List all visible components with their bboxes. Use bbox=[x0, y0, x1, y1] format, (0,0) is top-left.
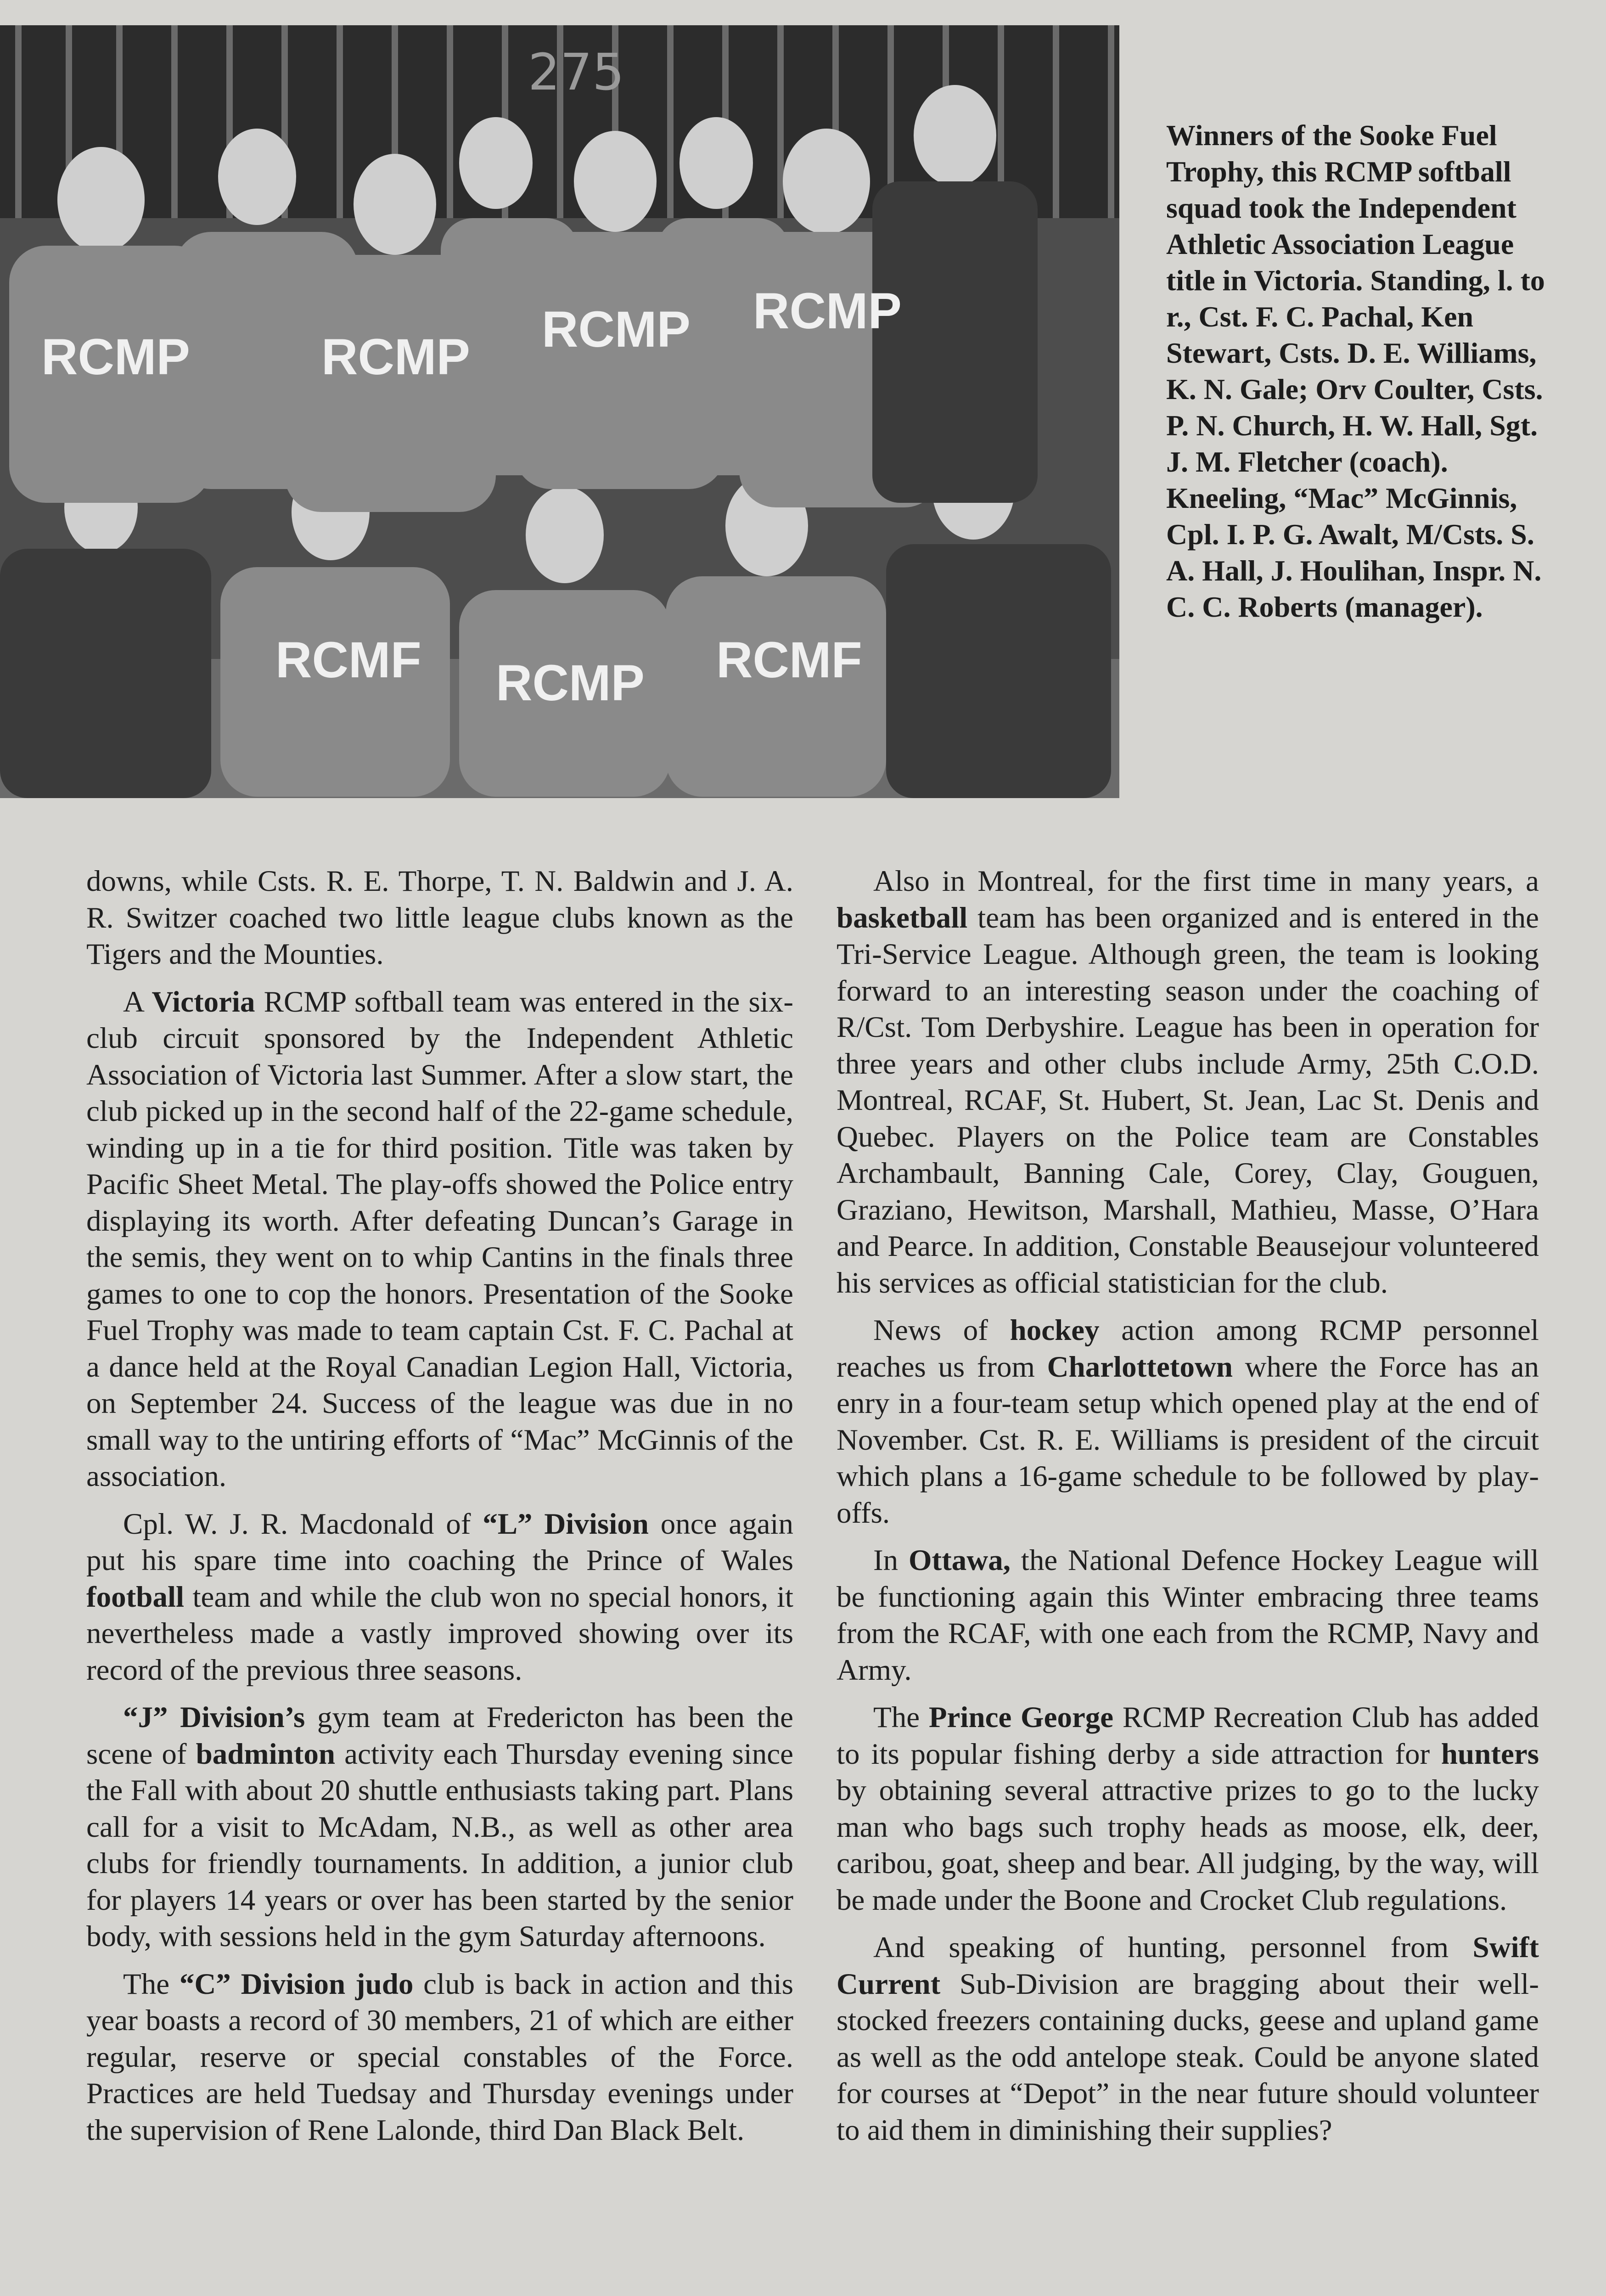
right-p4-text-e: by obtaining several attractive prizes to go to the lucky man who bags such trophy heads as moose, elk, deer, caribou, goat, sheep and bear. All judging, by the way, will be made under the Boone and Crocket Club regulations. bbox=[837, 1774, 1539, 1917]
left-p5-text-c: club is back in action and this year boasts a record of 30 members, 21 of which are either regular, reserve or special constables of the Force. Practices are held Tuedsay and Thursday evenings under the supervision of Rene Lalonde, third Dan Black Belt. bbox=[86, 1967, 793, 2147]
right-column bbox=[837, 863, 1539, 2160]
photo-caption: Winners of the Sooke Fuel Trophy, this RCMP softball squad took the Independent Athletic Association League title in Victoria. Standing, l. to r., Cst. F. C. Pachal, Ken Stewart, Csts. D. E. Williams, K. N. Gale; Orv Coulter, Csts. P. N. Church, H. W. Hall, Sgt. J. M. Fletcher (coach). Kneeling, “Mac” McGinnis, Cpl. I. P. G. Awalt, M/Csts. S. A. Hall, J. Houlihan, Inspr. N. C. C. Roberts (manager). bbox=[1166, 119, 1545, 623]
right-paragraph-3 bbox=[837, 1542, 1539, 1688]
left-p1-text: downs, while Csts. R. E. Thorpe, T. N. Baldwin and J. A. R. Switzer coached two little league clubs known as the Tigers and the Mounties. bbox=[86, 865, 793, 971]
left-p3-text-c: once again put his spare time into coaching the Prince of Wales bbox=[86, 1507, 793, 1577]
right-p1-bold-basketball: basketball bbox=[837, 901, 968, 934]
left-p3-bold-l-division: “L” Division bbox=[483, 1507, 649, 1541]
handwritten-mark: 275 bbox=[528, 43, 624, 101]
left-p4-text-d: activity each Thursday evening since the Fall with about 20 shuttle enthusiasts taking part. Plans call for a visit to McAdam, N.B., as well as other area clubs for friendly tournaments. In addition, a junior club for players 14 years or over has been started by the senior body, with sessions held in the gym Saturday afternoons. bbox=[86, 1737, 794, 1953]
left-p4-text-b: gym team at Fredericton has been the scene of bbox=[86, 1701, 793, 1771]
left-p5-bold-c-division-judo: “C” Division judo bbox=[179, 1967, 414, 2001]
right-p2-bold-charlottetown: Charlottetown bbox=[1047, 1350, 1233, 1384]
left-column bbox=[86, 863, 793, 2160]
right-paragraph-5 bbox=[837, 1930, 1539, 2149]
right-p5-text-c: Sub-Division are bragging about their well-stocked freezers containing ducks, geese and upland game as well as the odd antelope steak. Could be anyone slated for courses at “Depot” in the near future should volunteer to aid them in diminishing their supplies? bbox=[837, 1967, 1539, 2147]
left-paragraph-1 bbox=[86, 863, 793, 973]
svg-text:RCMP: RCMP bbox=[753, 283, 902, 339]
right-p2-bold-hockey: hockey bbox=[1010, 1314, 1100, 1347]
svg-text:RCMP: RCMP bbox=[496, 655, 645, 711]
left-paragraph-5 bbox=[86, 1966, 793, 2149]
right-p3-bold-ottawa: Ottawa, bbox=[908, 1544, 1011, 1577]
svg-text:RCMF: RCMF bbox=[275, 632, 421, 688]
left-p4-bold-badminton: badminton bbox=[196, 1737, 336, 1771]
right-p3-text-c: the National Defence Hockey League will be functioning again this Winter embracing three teams from the RCAF, with one each from the RCMP, Navy and Army. bbox=[837, 1544, 1539, 1687]
team-photo-image bbox=[0, 25, 1119, 798]
svg-text:RCMP: RCMP bbox=[321, 329, 470, 385]
left-paragraph-3 bbox=[86, 1506, 793, 1689]
svg-text:RCMP: RCMP bbox=[41, 329, 190, 385]
right-p2-text-c: action among RCMP personnel reaches us from bbox=[837, 1314, 1539, 1384]
right-p2-text-a: News of bbox=[873, 1314, 1010, 1347]
right-p1-text-a: Also in Montreal, for the first time in many years, a bbox=[873, 865, 1539, 898]
right-p4-text-a: The bbox=[873, 1701, 929, 1734]
left-p5-text-a: The bbox=[123, 1967, 180, 2001]
left-p2-text-a: A bbox=[123, 985, 152, 1019]
right-p4-bold-prince-george: Prince George bbox=[928, 1701, 1114, 1734]
left-p2-bold-victoria: Victoria bbox=[152, 985, 255, 1019]
left-p2-text-c: RCMP softball team was entered in the six-club circuit sponsored by the Independent Athletic Association of Victoria last Summer. After a slow start, the club picked up in the second half of the 22-game schedule, winding up in a tie for third position. Title was taken by Pacific Sheet Metal. The play-offs showed the Police entry displaying its worth. After defeating Duncan’s Garage in the semis, they went on to whip Cantins in the finals three games to one to cop the honors. Presentation of the Sooke Fuel Trophy was made to team captain Cst. F. C. Pachal at a dance held at the Royal Canadian Legion Hall, Victoria, on September 24. Success of the league was due in no small way to the untiring efforts of “Mac” McGinnis of the association. bbox=[86, 985, 793, 1493]
left-paragraph-4 bbox=[86, 1699, 793, 1955]
right-p4-bold-hunters: hunters bbox=[1441, 1737, 1539, 1771]
right-p4-text-c: RCMP Recreation Club has added to its popular fishing derby a side attraction for bbox=[837, 1701, 1539, 1771]
left-p4-bold-j-division: “J” Division’s bbox=[123, 1701, 305, 1734]
left-p3-text-a: Cpl. W. J. R. Macdonald of bbox=[123, 1507, 483, 1541]
right-p2-text-e: where the Force has an enry in a four-team setup which opened play at the end of November. Cst. R. E. Williams is president of the circuit which plans a 16-game schedule to be followed by play-offs. bbox=[837, 1350, 1539, 1530]
right-p3-text-a: In bbox=[873, 1544, 909, 1577]
left-p3-text-e: team and while the club won no special honors, it nevertheless made a vastly improved showing over its record of the previous three seasons. bbox=[86, 1580, 793, 1687]
left-p3-bold-football: football bbox=[86, 1580, 185, 1614]
team-photo bbox=[0, 25, 1119, 798]
svg-text:RCMF: RCMF bbox=[716, 632, 862, 688]
right-p1-text-c: team has been organized and is entered in the Tri-Service League. Although green, the team is looking forward to an interesting season under the coaching of R/Cst. Tom Derbyshire. League has been in operation for three years and other clubs include Army, 25th C.O.D. Montreal, RCAF, St. Hubert, St. Jean, Lac St. Denis and Quebec. Players on the Police team are Constables Archambault, Banning Cale, Corey, Clay, Gouguen, Graziano, Hewitson, Marshall, Mathieu, Masse, O’Hara and Pearce. In addition, Constable Beausejour volunteered his services as official statistician for the club. bbox=[837, 901, 1539, 1300]
right-p5-text-a: And speaking of hunting, personnel from bbox=[873, 1931, 1473, 1964]
right-paragraph-2 bbox=[837, 1312, 1539, 1531]
left-paragraph-2 bbox=[86, 984, 793, 1495]
svg-text:RCMP: RCMP bbox=[542, 301, 691, 358]
right-paragraph-4 bbox=[837, 1699, 1539, 1919]
right-p5-bold-swift-current: Swift Current bbox=[837, 1931, 1539, 2001]
right-paragraph-1 bbox=[837, 863, 1539, 1301]
